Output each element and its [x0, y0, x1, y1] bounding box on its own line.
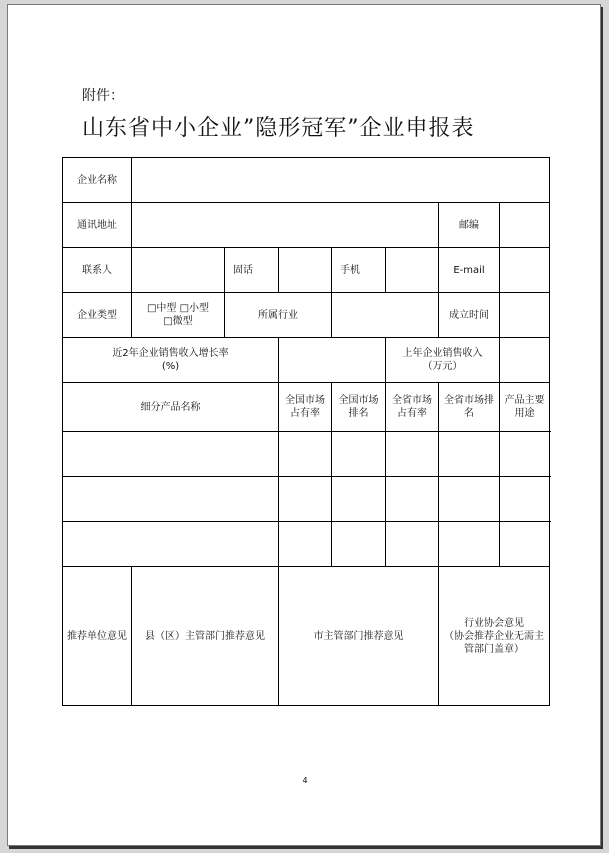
row-sales	[63, 338, 550, 383]
national-rank-cell[interactable]	[332, 432, 386, 477]
product-row	[63, 522, 550, 567]
product-name-cell[interactable]	[63, 432, 279, 477]
province-share-header: 全省市场占有率	[386, 383, 439, 432]
national-share-cell[interactable]	[279, 522, 332, 567]
mobile-label: 手机	[332, 248, 386, 293]
province-share-cell[interactable]	[386, 432, 439, 477]
association-opinion-cell[interactable]	[439, 567, 550, 706]
association-opinion-note: （协会推荐企业无需主管部门盖章）	[444, 630, 545, 655]
province-share-cell[interactable]	[386, 522, 439, 567]
phone-field[interactable]	[279, 248, 332, 293]
mobile-field[interactable]	[386, 248, 439, 293]
application-form-table	[62, 157, 550, 706]
contact-label: 联系人	[63, 248, 132, 293]
type-option-micro[interactable]: □微型	[163, 316, 193, 327]
postcode-label: 邮编	[439, 203, 500, 248]
national-share-cell[interactable]	[279, 477, 332, 522]
province-rank-cell[interactable]	[439, 432, 500, 477]
company-name-label: 企业名称	[63, 158, 132, 203]
address-field[interactable]	[132, 203, 439, 248]
growth-label-line1: 近2年企业销售收入增长率	[112, 348, 229, 359]
growth-label-line2: (%)	[161, 361, 180, 372]
main-use-header: 产品主要用途	[500, 383, 550, 432]
city-opinion-cell[interactable]: 市主管部门推荐意见	[279, 567, 439, 706]
last-year-sales-line1: 上年企业销售收入	[402, 348, 483, 359]
row-address	[63, 203, 550, 248]
row-opinions	[63, 567, 550, 706]
row-contact	[63, 248, 550, 293]
main-use-cell[interactable]	[500, 432, 550, 477]
product-row	[63, 477, 550, 522]
company-name-field[interactable]	[132, 158, 550, 203]
last-year-sales-label	[386, 338, 500, 383]
national-rank-cell[interactable]	[332, 477, 386, 522]
last-year-sales-line2: （万元）	[422, 361, 463, 372]
national-rank-header: 全国市场排名	[332, 383, 386, 432]
province-share-cell[interactable]	[386, 477, 439, 522]
founded-field[interactable]	[500, 293, 550, 338]
last-year-sales-field[interactable]	[500, 338, 550, 383]
province-rank-cell[interactable]	[439, 522, 500, 567]
growth-field[interactable]	[279, 338, 386, 383]
province-rank-cell[interactable]	[439, 477, 500, 522]
product-name-cell[interactable]	[63, 477, 279, 522]
postcode-field[interactable]	[500, 203, 550, 248]
address-label: 通讯地址	[63, 203, 132, 248]
main-use-cell[interactable]	[500, 477, 550, 522]
type-option-medium-small[interactable]: □中型 □小型	[146, 303, 210, 314]
national-rank-cell[interactable]	[332, 522, 386, 567]
product-row	[63, 432, 550, 477]
contact-field[interactable]	[132, 248, 225, 293]
growth-label	[63, 338, 279, 383]
attachment-label: 附件：	[82, 88, 124, 104]
company-type-label: 企业类型	[63, 293, 132, 338]
email-label: E-mail	[439, 248, 500, 293]
row-company-type	[63, 293, 550, 338]
national-share-cell[interactable]	[279, 432, 332, 477]
national-share-header: 全国市场占有率	[279, 383, 332, 432]
row-product-header	[63, 383, 550, 432]
document-page	[7, 4, 601, 846]
page-number: 4	[302, 776, 308, 785]
recommend-label: 推荐单位意见	[63, 567, 132, 706]
main-use-cell[interactable]	[500, 522, 550, 567]
industry-field[interactable]	[332, 293, 439, 338]
founded-label: 成立时间	[439, 293, 500, 338]
province-rank-header: 全省市场排名	[439, 383, 500, 432]
association-opinion-title: 行业协会意见	[464, 617, 525, 629]
county-opinion-cell[interactable]: 县（区）主管部门推荐意见	[132, 567, 279, 706]
product-name-cell[interactable]	[63, 522, 279, 567]
page-title: 山东省中小企业”隐形冠军”企业申报表	[82, 116, 475, 141]
email-field[interactable]	[500, 248, 550, 293]
industry-label: 所属行业	[225, 293, 332, 338]
row-company-name	[63, 158, 550, 203]
product-name-header: 细分产品名称	[63, 383, 279, 432]
company-type-options[interactable]	[132, 293, 225, 338]
phone-label: 固话	[225, 248, 279, 293]
